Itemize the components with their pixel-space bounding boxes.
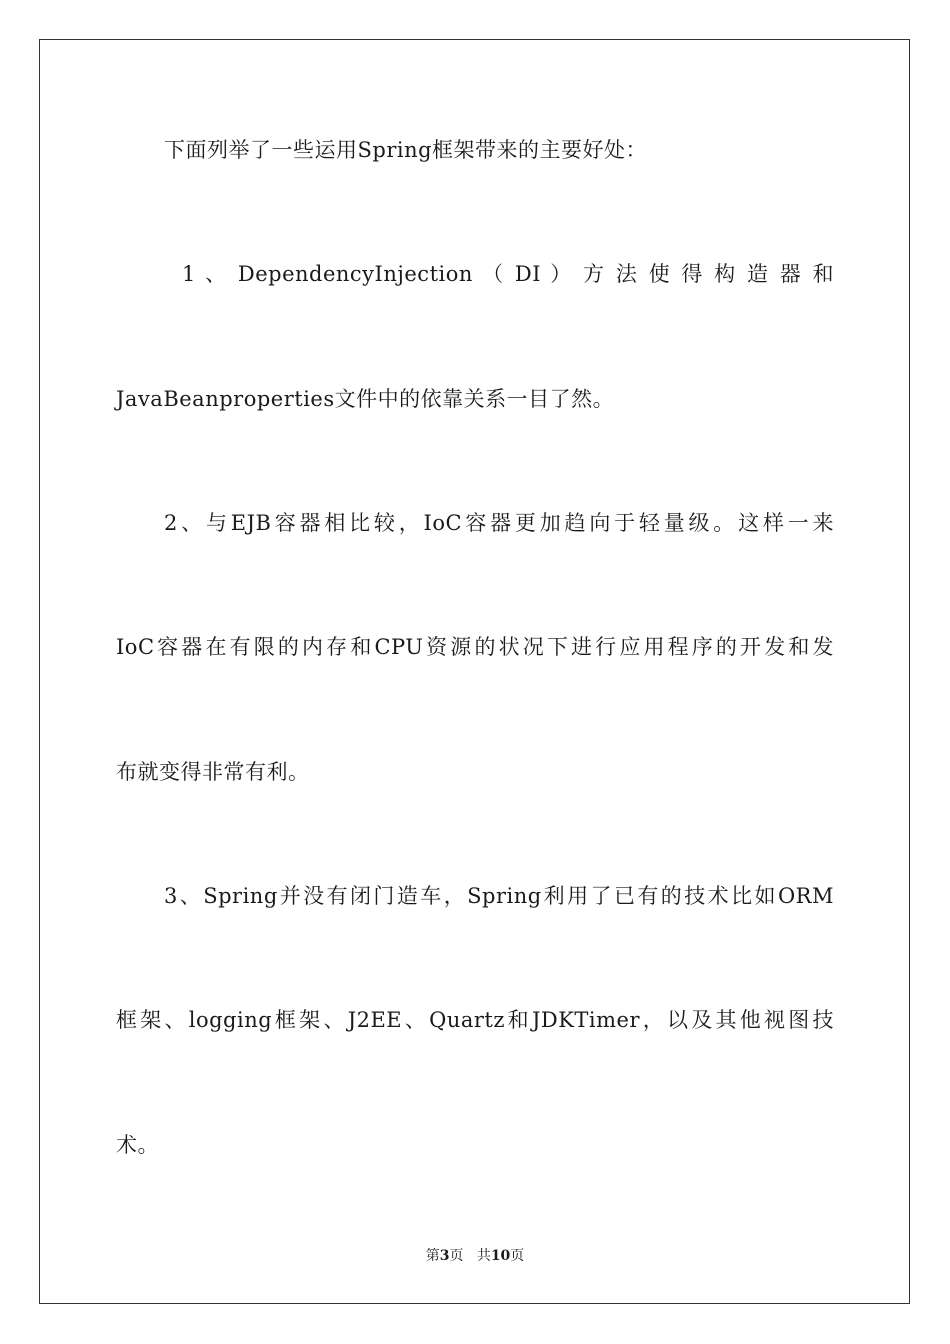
footer-page-number: 3 xyxy=(439,1248,450,1264)
paragraph-2-line-1: 2、与EJB容器相比较，IoC容器更加趋向于轻量级。这样一来 xyxy=(164,511,834,535)
paragraph-intro: 下面列举了一些运用Spring框架带来的主要好处： xyxy=(164,138,648,162)
paragraph-1-line-2: JavaBeanproperties文件中的依靠关系一目了然。 xyxy=(116,387,615,411)
footer-page-prefix: 第 xyxy=(425,1248,440,1264)
paragraph-1-line-1: 1 、 DependencyInjection （ DI ） 方 法 使 得 构 造 器 和 xyxy=(182,262,834,286)
page-footer xyxy=(0,1247,950,1265)
footer-total-prefix: 共 xyxy=(476,1248,491,1264)
paragraph-2-line-3: 布就变得非常有利。 xyxy=(116,760,310,784)
footer-total-pages: 10 xyxy=(490,1248,511,1264)
footer-page-suffix: 页 xyxy=(449,1248,464,1264)
page-border xyxy=(39,39,910,1304)
paragraph-3-line-2: 框架、logging框架、J2EE、Quartz和JDKTimer，以及其他视图技 xyxy=(116,1008,834,1032)
paragraph-2-line-2: IoC容器在有限的内存和CPU资源的状况下进行应用程序的开发和发 xyxy=(116,635,834,659)
paragraph-3-line-1: 3、Spring并没有闭门造车，Spring利用了已有的技术比如ORM xyxy=(164,884,834,908)
paragraph-3-line-3: 术。 xyxy=(116,1133,159,1157)
footer-total-suffix: 页 xyxy=(510,1248,525,1264)
